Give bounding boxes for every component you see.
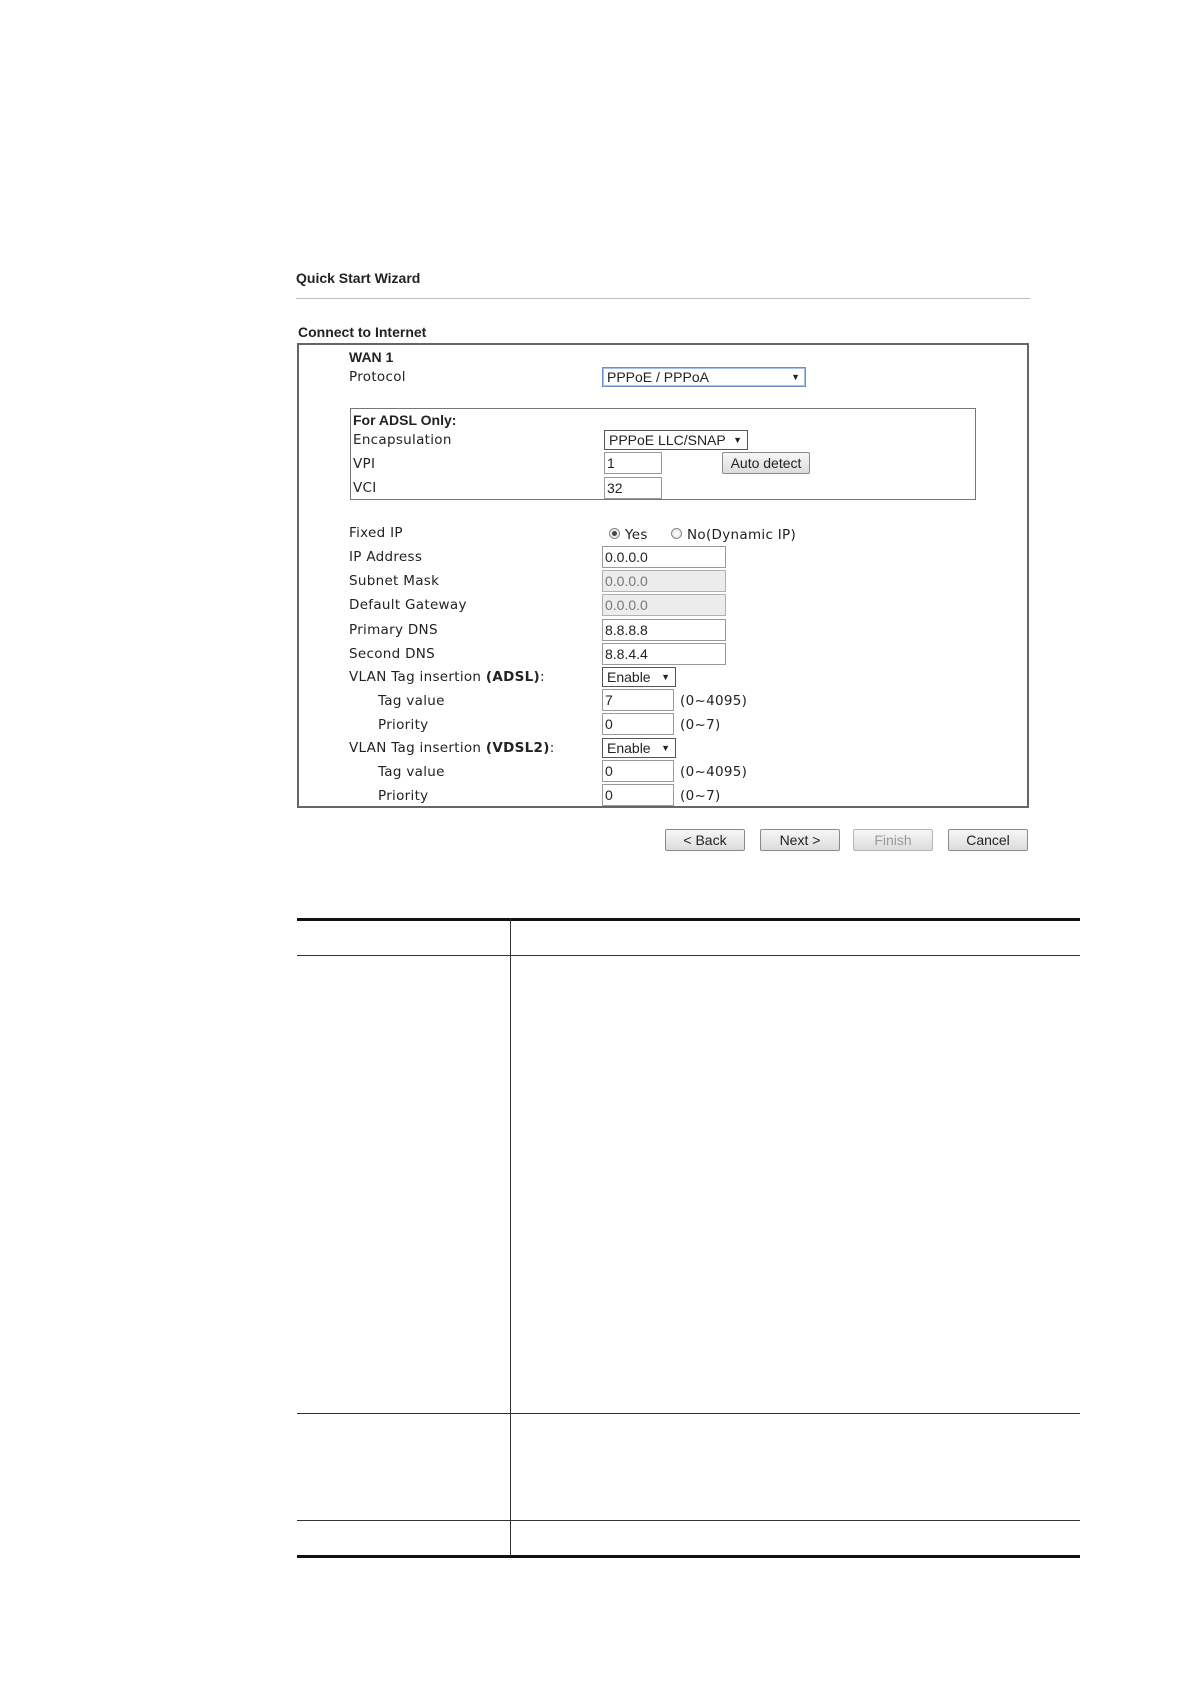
title-divider: [296, 298, 1030, 299]
vlan-adsl-label-prefix: VLAN Tag insertion: [349, 669, 486, 685]
chevron-down-icon: ▼: [661, 743, 670, 753]
next-button[interactable]: Next >: [760, 829, 840, 851]
vlan-adsl-label: [349, 669, 545, 685]
fixed-ip-no-radio[interactable]: [671, 528, 682, 539]
subnet-mask-input[interactable]: 0.0.0.0: [602, 570, 726, 592]
adsl-heading: For ADSL Only:: [353, 412, 457, 428]
fixed-ip-no-label: No(Dynamic IP): [687, 527, 797, 543]
cancel-button[interactable]: Cancel: [948, 829, 1028, 851]
protocol-label: Protocol: [349, 369, 406, 385]
vpi-input[interactable]: 1: [604, 452, 662, 474]
vlan-adsl-priority-range: (0~7): [680, 717, 721, 733]
encapsulation-select-value: PPPoE LLC/SNAP: [609, 432, 726, 448]
vlan-adsl-label-bold: (ADSL): [485, 669, 541, 685]
auto-detect-button[interactable]: Auto detect: [722, 452, 810, 474]
primary-dns-label: Primary DNS: [349, 622, 438, 638]
fixed-ip-label: Fixed IP: [349, 525, 403, 541]
vlan-vdsl2-label-suffix: :: [549, 740, 555, 756]
table-row-rule: [297, 1413, 1080, 1414]
encapsulation-label: Encapsulation: [353, 432, 452, 448]
vlan-vdsl2-priority-label: Priority: [378, 788, 429, 804]
vlan-vdsl2-tag-input[interactable]: 0: [602, 760, 674, 782]
vlan-adsl-tag-range: (0~4095): [680, 693, 748, 709]
vlan-vdsl2-priority-range: (0~7): [680, 788, 721, 804]
vlan-vdsl2-label-bold: (VDSL2): [485, 740, 550, 756]
protocol-select-value: PPPoE / PPPoA: [607, 369, 709, 385]
section-title: Connect to Internet: [298, 324, 427, 340]
vlan-adsl-tag-label: Tag value: [378, 693, 445, 709]
vlan-vdsl2-label: [349, 740, 555, 756]
vlan-vdsl2-tag-label: Tag value: [378, 764, 445, 780]
chevron-down-icon: ▼: [791, 372, 800, 382]
finish-button[interactable]: Finish: [853, 829, 933, 851]
fixed-ip-yes-label: Yes: [625, 527, 648, 543]
default-gateway-label: Default Gateway: [349, 597, 467, 613]
chevron-down-icon: ▼: [733, 435, 742, 445]
back-button[interactable]: < Back: [665, 829, 745, 851]
encapsulation-select[interactable]: [604, 430, 748, 450]
vlan-vdsl2-select-value: Enable: [607, 740, 651, 756]
fixed-ip-yes-radio[interactable]: [609, 528, 620, 539]
vpi-label: VPI: [353, 456, 376, 472]
table-header-rule: [297, 955, 1080, 956]
ip-address-label: IP Address: [349, 549, 423, 565]
vlan-adsl-priority-label: Priority: [378, 717, 429, 733]
vlan-vdsl2-select[interactable]: [602, 738, 676, 758]
table-bottom-rule: [297, 1555, 1080, 1558]
chevron-down-icon: ▼: [661, 672, 670, 682]
vlan-vdsl2-priority-input[interactable]: 0: [602, 784, 674, 806]
vlan-adsl-tag-input[interactable]: 7: [602, 689, 674, 711]
vlan-vdsl2-label-prefix: VLAN Tag insertion: [349, 740, 486, 756]
vci-label: VCI: [353, 480, 377, 496]
table-row-rule: [297, 1520, 1080, 1521]
vlan-adsl-select-value: Enable: [607, 669, 651, 685]
primary-dns-input[interactable]: 8.8.8.8: [602, 619, 726, 641]
vlan-vdsl2-tag-range: (0~4095): [680, 764, 748, 780]
wizard-title: Quick Start Wizard: [296, 270, 421, 286]
wan-heading: WAN 1: [349, 349, 394, 365]
vci-input[interactable]: 32: [604, 477, 662, 499]
protocol-select[interactable]: [602, 367, 806, 387]
vlan-adsl-priority-input[interactable]: 0: [602, 713, 674, 735]
second-dns-input[interactable]: 8.8.4.4: [602, 643, 726, 665]
table-column-divider: [510, 918, 511, 1556]
subnet-mask-label: Subnet Mask: [349, 573, 440, 589]
table-top-rule: [297, 918, 1080, 921]
second-dns-label: Second DNS: [349, 646, 436, 662]
vlan-adsl-label-suffix: :: [540, 669, 545, 685]
ip-address-input[interactable]: 0.0.0.0: [602, 546, 726, 568]
default-gateway-input[interactable]: 0.0.0.0: [602, 594, 726, 616]
vlan-adsl-select[interactable]: [602, 667, 676, 687]
